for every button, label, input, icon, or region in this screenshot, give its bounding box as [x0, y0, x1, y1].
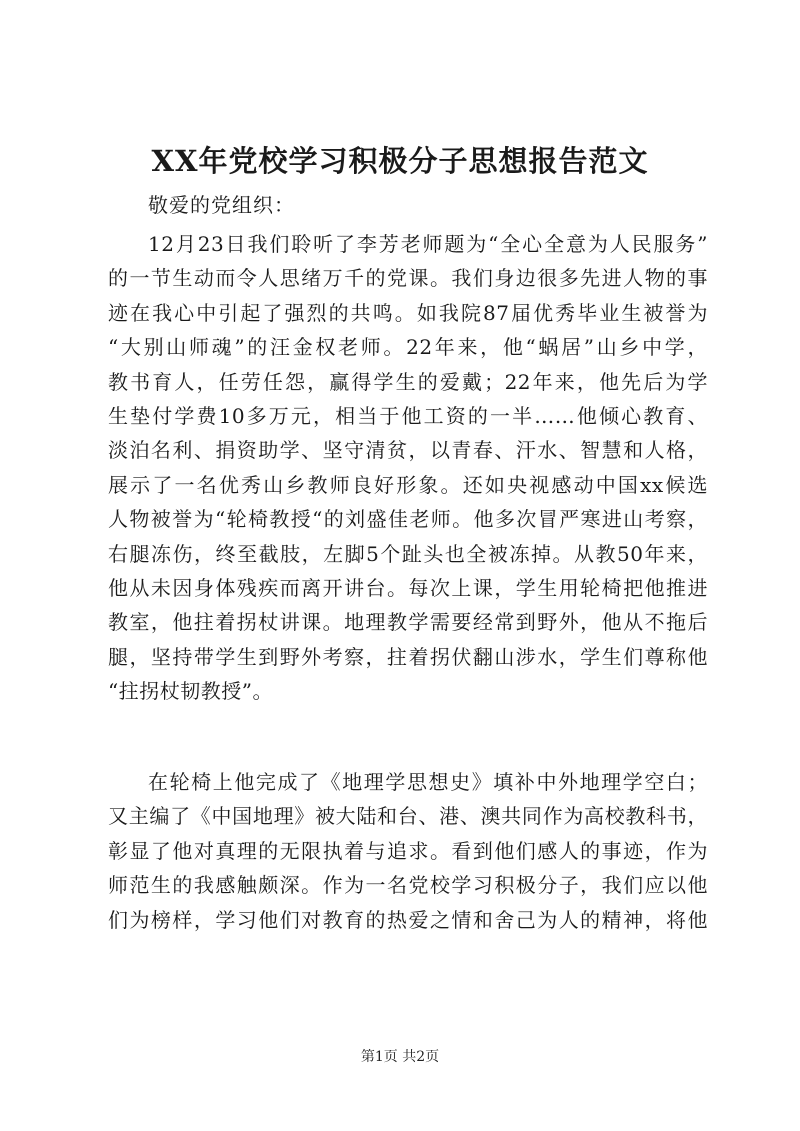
paragraph-line: “拄拐杖韧教授”。 [108, 679, 273, 704]
paragraph-line: 们为榜样，学习他们对教育的热爱之情和舍己为人的精神，将他 [108, 907, 708, 932]
paragraph-line: 的一节生动而令人思绪万千的党课。我们身边很多先进人物的事 [108, 266, 708, 291]
paragraph-line: 彰显了他对真理的无限执着与追求。看到他们感人的事迹，作为 [108, 838, 708, 863]
paragraph-line: 12月23日我们聆听了李芳老师题为“全心全意为人民服务” [148, 232, 708, 256]
paragraph-line: 迹在我心中引起了强烈的共鸣。如我院87届优秀毕业生被誉为 [108, 300, 708, 325]
paragraph-line: 右腿冻伤，终至截肢，左脚5个趾头也全被冻掉。从教50年来， [108, 541, 708, 566]
paragraph-1 [108, 227, 708, 708]
page-footer: 第1页 共2页 [360, 1049, 440, 1065]
paragraph-line: 教室，他拄着拐杖讲课。地理教学需要经常到野外，他从不拖后 [108, 610, 708, 635]
salutation: 敬爱的党组织： [148, 193, 295, 217]
paragraph-line: 淡泊名利、捐资助学、坚守清贫，以青春、汗水、智慧和人格， [108, 438, 708, 463]
paragraph-line: 又主编了《中国地理》被大陆和台、港、澳共同作为高校教科书， [108, 804, 708, 829]
paragraph-line: 教书育人，任劳任怨，赢得学生的爱戴；22年来，他先后为学 [108, 369, 708, 394]
paragraph-line: “大别山师魂”的汪金权老师。22年来，他“蜗居”山乡中学， [108, 335, 708, 360]
paragraph-line: 腿，坚持带学生到野外考察，拄着拐伏翻山涉水，学生们尊称他 [108, 644, 708, 669]
document-title: XX年党校学习积极分子思想报告范文 [151, 144, 649, 178]
paragraph-line: 师范生的我感触颇深。作为一名党校学习积极分子，我们应以他 [108, 873, 708, 898]
paragraph-line: 人物被誉为“轮椅教授“的刘盛佳老师。他多次冒严寒进山考察， [108, 507, 708, 532]
paragraph-line: 生垫付学费10多万元，相当于他工资的一半……他倾心教育、 [108, 403, 708, 428]
paragraph-line: 展示了一名优秀山乡教师良好形象。还如央视感动中国xx候选 [108, 472, 708, 497]
paragraph-2 [108, 765, 708, 937]
paragraph-line: 他从未因身体残疾而离开讲台。每次上课，学生用轮椅把他推进 [108, 575, 708, 600]
paragraph-line: 在轮椅上他完成了《地理学思想史》填补中外地理学空白； [148, 770, 708, 794]
